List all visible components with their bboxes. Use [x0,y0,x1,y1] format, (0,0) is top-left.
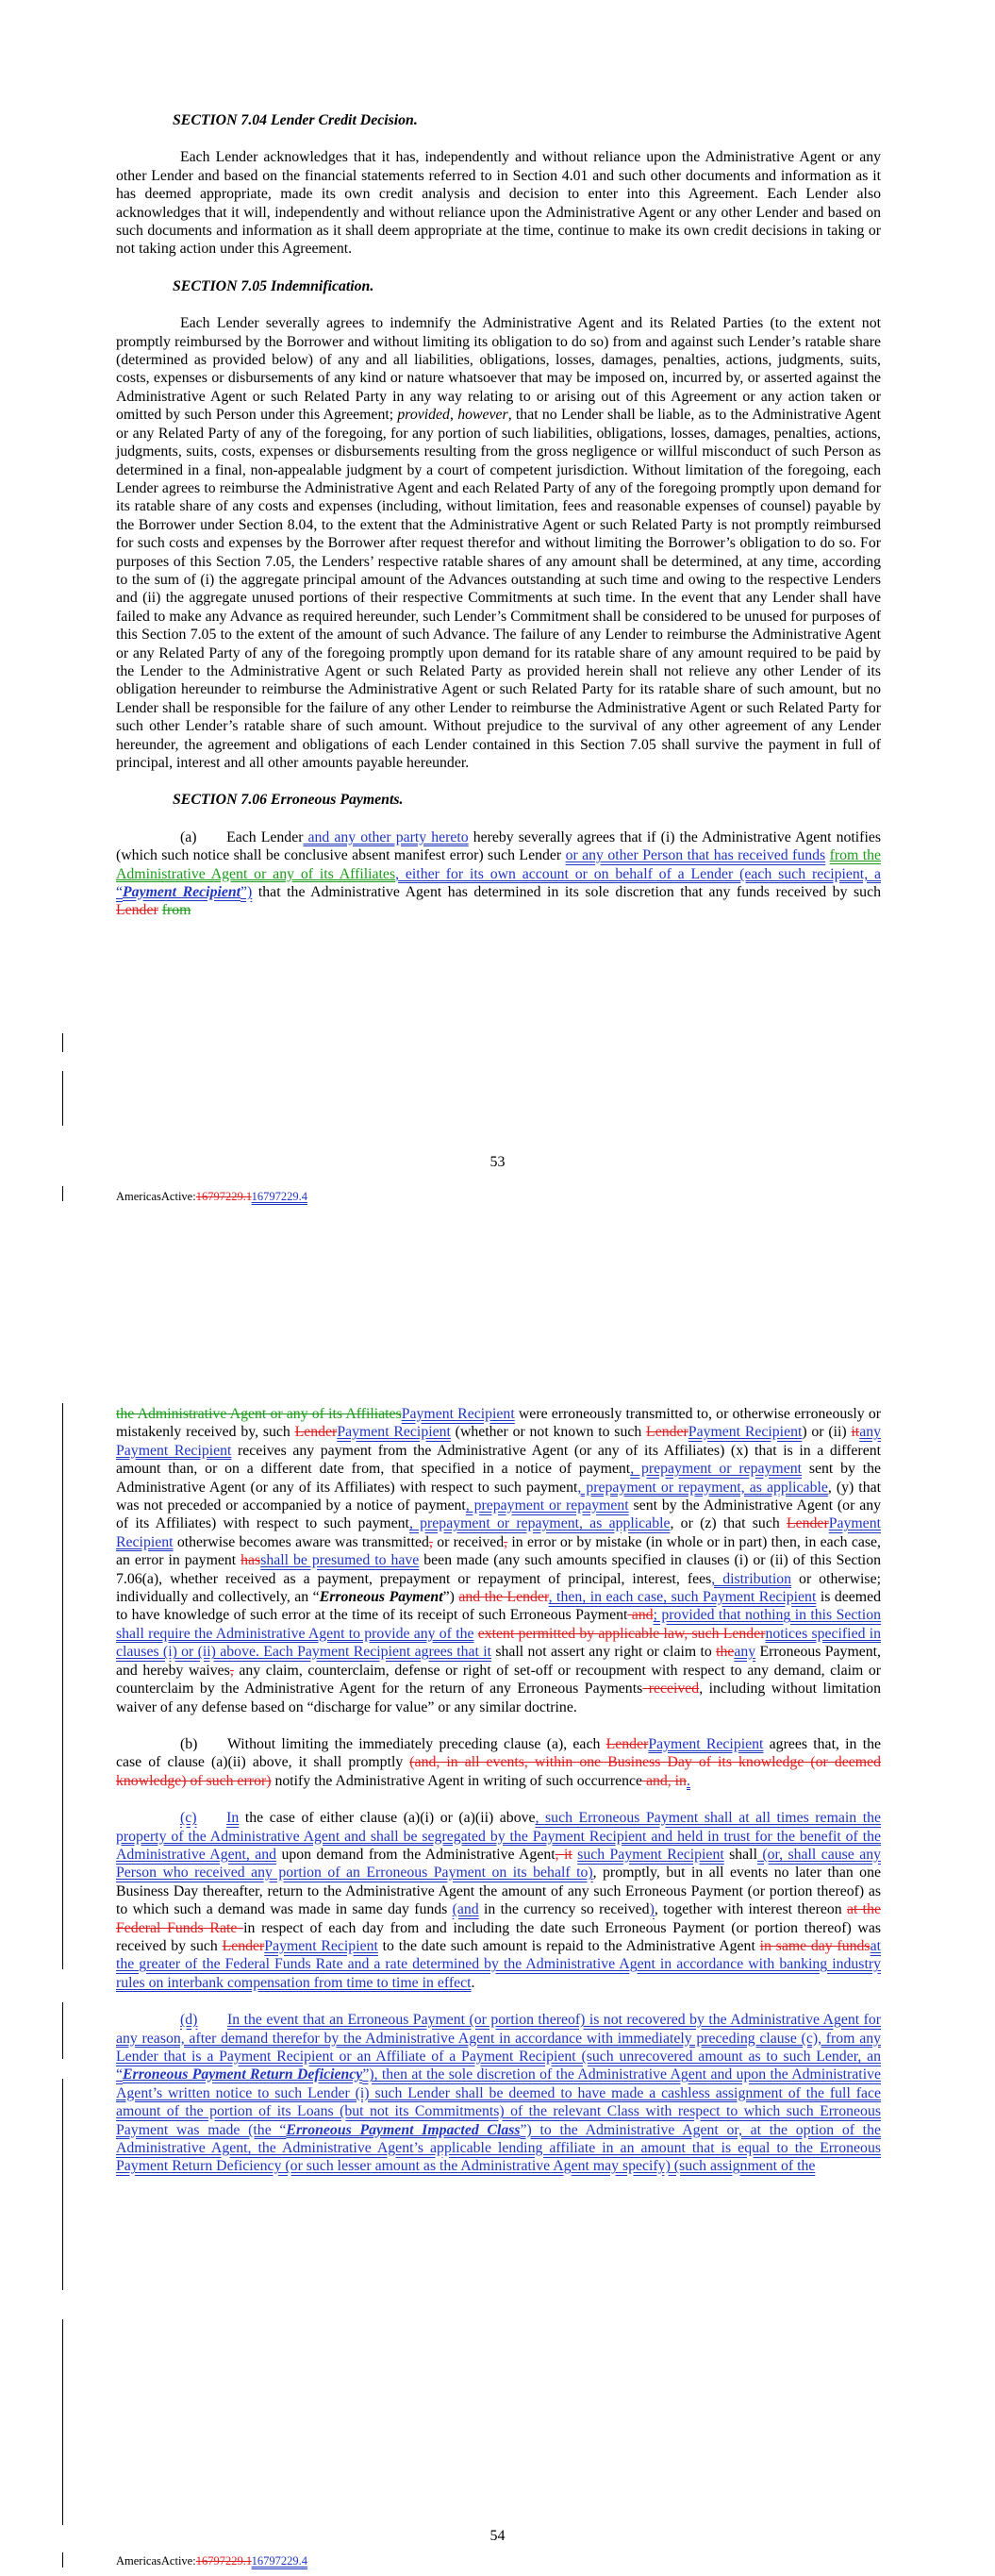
text-run [197,2012,227,2028]
deleted-text: and [627,1607,654,1624]
change-bar [62,2079,63,2290]
text-run: ”) [442,1589,459,1606]
text-run: , promptly, but in all events no later than one Business Day thereafter, return to the Administrative Agent the amount of any such Erroneous Payment (or portion thereof) as to which such a demand was made in same day funds [116,1865,881,1918]
clause-b [116,1735,881,1790]
inserted-text: In the event that an Erroneous Payment (or portion thereof) is not recovered by the Administrative Agent for any reason, after demand therefor by the Administrative Agent in accordance with immediately preceding clause (c), from any Lender that is a Payment Recipient or an Affiliate of a Payment Recipient (such unrecovered amount as to such Lender, an “ [116,2012,881,2083]
deleted-text: at the Federal Funds Rate [116,1901,881,1936]
page-53-content [116,111,881,939]
text-run: receives any payment from the Administrative Agent (or any of its Affiliates) (x) that is in a different amount than, or on a different date from, that specified in a notice of payment [116,1442,881,1478]
change-bar [62,2319,63,2525]
deleted-text: and the Lender [458,1589,549,1606]
text-run: hereby severally agrees that if (i) the Administrative Agent notifies (which such notice shall be conclusive absent manifest error) such Lender [116,828,881,864]
deleted-text: extent permitted by applicable law, such Lender [477,1625,766,1642]
however-term: however [457,407,508,424]
footer-prefix: AmericasActive: [116,2554,196,2568]
inserted-text: or any other Person that has received funds [565,847,826,864]
clause-a-start [116,828,881,920]
text-run: , together with interest thereon [654,1901,847,1918]
inserted-text: and any other party hereto [303,828,469,845]
change-bar [62,1186,63,1201]
section-7-05-text-b: , that no Lender shall be liable, as to the Administrative Agent or any Related Party of any of the foregoing, for any portion of such liabilities, obligations, losses, damages, penalties, actions, judgments, suits, costs, expenses or disbursements resulting from the gross negligence or willful misconduct of such Person as determined in a final, non-appealable judgment by a court of competent jurisdiction. Without limitation of the foregoing, each Lender agrees to reimburse the Administrative Agent and each Related Party of any of the foregoing promptly upon demand for its ratable share of any costs and expenses (including, without limitation, fees and reasonable expenses of counsel) payable by the Borrower under Section 8.04, to the extent that the Administrative Agent or such Related Party is not promptly reimbursed for such costs and expenses by the Borrower after request therefor and without limiting the Borrower’s obligation to do so. For purposes of this Section 7.05, the Lenders’ respective ratable shares of any amount shall be determined, at any time, according to the sum of (i) the aggregate principal amount of the Advances outstanding at such time and owing to the respective Lenders and (ii) the aggregate unused portions of their respective Commitments at such time. In the event that any Lender shall have failed to make any Advance as required hereunder, such Lender’s Commitment shall be considered to be unused for purposes of this Section 7.05 to the extent of the amount of such Advance. The failure of any Lender to reimburse the Administrative Agent or any Related Party of any of the foregoing promptly upon demand for its ratable share of any amount required to be paid by the Lender to the Administrative Agent or such Related Party as provided herein shall not relieve any other Lender of its obligation hereunder to reimburse the Administrative Agent or such Related Party for its ratable share of such amount, but no Lender shall be responsible for the failure of any other Lender to reimburse the Administrative Agent or such Related Party for such other Lender’s ratable share of such amount. Without prejudice to the survival of any other agreement of any Lender hereunder, the agreement and obligations of each Lender contained in this Section 7.05 shall survive the payment in full of principal, interest and all other amounts payable hereunder. [116,407,881,771]
inserted-text: shall be presumed to have [260,1552,420,1569]
section-7-05-heading: SECTION 7.05 Indemnification. [173,277,374,294]
change-bar [62,2002,63,2059]
text-run: agrees that, in the case of clause (a)(ii) above, it shall promptly [116,1735,881,1771]
text-run: the case of either clause (a)(i) or (a)(ii) above [239,1810,536,1827]
deleted-text: (and, in all events, within one Business Day of its knowledge (or deemed knowledge) of such error) [116,1754,881,1789]
deleted-text: Lender [605,1735,649,1752]
inserted-defined-term: Erroneous Payment Impacted Class [286,2121,521,2138]
inserted-text: (d) [180,2012,198,2029]
deleted-text: and, in [642,1772,687,1789]
inserted-text: at the greater of the Federal Funds Rate and a rate determined by the Administrative Agent in accordance with banking industry rules on interbank compensation from time to time in effect [116,1937,881,1991]
change-bar [62,1403,63,1969]
inserted-defined-term: Erroneous Payment Return Deficiency [123,2066,363,2083]
comma: , [449,407,458,424]
change-bar [62,1033,63,1052]
provided-term: provided [397,407,450,424]
text-run: otherwise becomes aware was transmitted [173,1533,429,1550]
inserted-text: , then, in each case, such Payment Recipient [548,1589,817,1606]
text-run: , or (z) that such [670,1515,787,1532]
inserted-text: Payment Recipient [116,1515,881,1550]
inserted-text: Payment Recipient [337,1424,451,1441]
page-number: 53 [489,1154,506,1170]
text-run: shall not assert any right or claim to [491,1644,717,1661]
inserted-text: , distribution [711,1570,792,1587]
text-run: in the currency so received [478,1901,650,1918]
inserted-text: , prepayment or repayment, as applicable [408,1515,671,1532]
deleted-text: the [716,1644,735,1661]
page-number: 54 [489,2528,506,2544]
inserted-text: such Payment Recipient [577,1846,724,1863]
text-run: , including without limitation waiver of any defense based on “discharge for value” or any similar doctrine. [116,1681,881,1715]
inserted-text: (or, shall cause any Person who received any portion of an Erroneous Payment on its behalf to) [116,1846,881,1882]
text-run: Erroneous Payment, and hereby waives [116,1644,881,1679]
clause-c [116,1809,881,1992]
text-run: (b) Without limiting the immediately preceding clause (a), each [180,1735,606,1752]
footer-prefix: AmericasActive: [116,1190,196,1203]
text-run: shall [723,1846,757,1863]
deleted-text: , [428,1533,433,1550]
deleted-text: Lender [116,902,158,919]
text-run: upon demand from the Administrative Agent [276,1846,556,1863]
inserted-text: notices specified in clauses (i) or (ii) above. Each Payment Recipient agrees that it [116,1625,882,1661]
clause-d [116,2011,881,2176]
deleted-text: has [240,1552,261,1569]
section-7-05-text-a: Each Lender severally agrees to indemnify the Administrative Agent and its Related Parties (to the extent not promptly reimbursed by the Borrower and without limiting its obligation to do so) from and against such Lender’s ratable share (determined as provided below) of any and all liabilities, obligations, losses, damages, penalties, actions, judgments, suits, costs, expenses or disbursements of any kind or nature whatsoever that may be imposed on, incurred by, or asserted against the Administrative Agent or such Related Party in any way relating to or arising out of this Agreement or any action taken or omitted by such Person under this Agreement; [116,315,881,424]
inserted-defined-term: Payment Recipient [123,884,241,901]
inserted-text: ”), then at the sole discretion of the Administrative Agent and upon the Administrative Agent’s written notice to such Lender (i) such Lender shall be deemed to have made a cashless assignment of the full face amount of the portion of its Loans (but not its Commitments) of the relevant Class with respect to which such Erroneous Payment was made (the “ [116,2066,881,2138]
inserted-text: . [686,1772,690,1789]
inserted-text: ”) [240,884,253,901]
text-run: sent by the Administrative Agent (or any of its Affiliates) with respect to such payment [116,1461,882,1496]
inserted-text: , either for its own account or on behalf of a Lender (each such recipient, a “ [116,865,881,901]
moved-text: from the Administrative Agent or any of its Affiliates [116,847,881,882]
deleted-text: Lender [646,1424,688,1441]
deleted-text: it [851,1424,860,1441]
change-bar [62,2552,63,2568]
footer-old-id: 16797229.1 [195,1190,252,1203]
page-54-content [116,1405,881,2195]
section-7-04-body: Each Lender acknowledges that it has, independently and without reliance upon the Administrative Agent or any other Lender and based on the financial statements referred to in Section 4.01 and such other documents and information as it has deemed appropriate, made its own credit analysis and decision to enter into this Agreement. Each Lender also acknowledges that it will, independently and without reliance upon the Administrative Agent or any other Lender and based on such documents and information as it shall deem appropriate at the time, continue to make its own credit decisions in taking or not taking action under this Agreement. [116,149,881,258]
moved-deleted-text: from [161,902,191,919]
text-run: to the date such amount is repaid to the Administrative Agent [377,1937,760,1954]
text-run: (whether or not known to such [450,1424,647,1441]
inserted-text: , such Erroneous Payment shall at all times remain the property of the Administrative Agent and shall be segregated by the Payment Recipient and held in trust for the benefit of the Administrative Agent, and [116,1810,882,1863]
inserted-text: Payment Recipient [401,1406,515,1422]
text-run: were erroneously transmitted to, or otherwise erroneously or mistakenly received by, such [116,1406,882,1441]
deleted-text: in same day funds [759,1937,871,1954]
inserted-text: any Payment Recipient [116,1424,882,1459]
text-run: ) or (ii) [802,1424,852,1441]
inserted-text: Payment Recipient [264,1937,378,1954]
text-run: any claim, counterclaim, defense or right of set-off or recoupment with respect to any demand, claim or counterclaim by the Administrative Agent for the return of any Erroneous Payments [116,1662,881,1698]
inserted-text: ”) to the Administrative Agent or, at the option of the Administrative Agent, the Administrative Agent’s applicable lending affiliate in an amount that is equal to the Erroneous Payment Return Deficiency (or such lesser amount as the Administrative Agent may specify) (such assignment of the [116,2121,881,2175]
inserted-text: (c) [180,1810,197,1827]
text-run: in error or by mistake (in whole or in part) then, in each case, an error in payment [116,1533,881,1569]
text-run: , (y) that was not preceded or accompanied by a notice of payment [116,1479,881,1514]
text-run: sent by the Administrative Agent (or any of its Affiliates) with respect to such payment [116,1497,881,1532]
change-bar [62,1071,63,1126]
text-run: that the Administrative Agent has determined in its sole discretion that any funds received by such [252,884,881,901]
deleted-text: , [229,1662,234,1679]
text-run [197,1810,227,1826]
text-run: is deemed to have knowledge of such error at the time of its receipt of such Erroneous Payment [116,1589,882,1624]
section-7-05-body [116,314,881,772]
footer-new-id: 16797229.4 [251,1190,307,1203]
inserted-text: Payment Recipient [648,1735,764,1752]
deleted-text: Lender [294,1424,338,1441]
deleted-text: , it [555,1846,572,1863]
moved-deleted-text: the Administrative Agent or any of its Affiliates [116,1406,402,1422]
text-run: notify the Administrative Agent in writing of such occurrence [271,1772,643,1789]
section-7-04-heading: SECTION 7.04 Lender Credit Decision. [173,112,418,128]
footer-doc-id [116,1190,307,1204]
footer-old-id: 16797229.1 [195,2554,252,2568]
deleted-text: received [642,1681,700,1698]
inserted-text: , prepayment or repayment, as applicable [577,1479,828,1496]
deleted-text: , [504,1533,508,1550]
text-run: in respect of each day from and including the date such Erroneous Payment (or portion thereof) was received by such [116,1919,881,1954]
text-run: or received [432,1533,505,1550]
text-run: been made (any such amounts specified in clauses (i) or (ii) of this Section 7.06(a), whether received as a payment, prepayment or repayment of principal, interest, fees [116,1552,881,1587]
inserted-text: ) [649,1901,655,1918]
deleted-text: Lender [786,1515,829,1532]
inserted-text: , prepayment or repayment [465,1497,629,1514]
footer-new-id: 16797229.4 [251,2554,307,2568]
inserted-text: In [226,1810,240,1827]
inserted-text: ; provided that nothing in this Section shall require the Administrative Agent to provide any of the [116,1607,881,1642]
defined-term: Erroneous Payment [319,1589,443,1606]
text-run: (a) Each Lender [180,828,304,845]
clause-a-continued [116,1405,881,1716]
deleted-text: Lender [222,1937,265,1954]
text-run: or otherwise; individually and collectively, an “ [116,1570,881,1606]
inserted-text: , prepayment or repayment [630,1461,803,1478]
inserted-text: any [734,1644,756,1661]
inserted-text: (and [452,1901,479,1918]
inserted-text: Payment Recipient [688,1424,803,1441]
text-run: . [471,1974,475,1991]
section-7-06-heading: SECTION 7.06 Erroneous Payments. [173,792,404,809]
footer-doc-id [116,2554,307,2568]
page-54 [0,1288,995,2576]
